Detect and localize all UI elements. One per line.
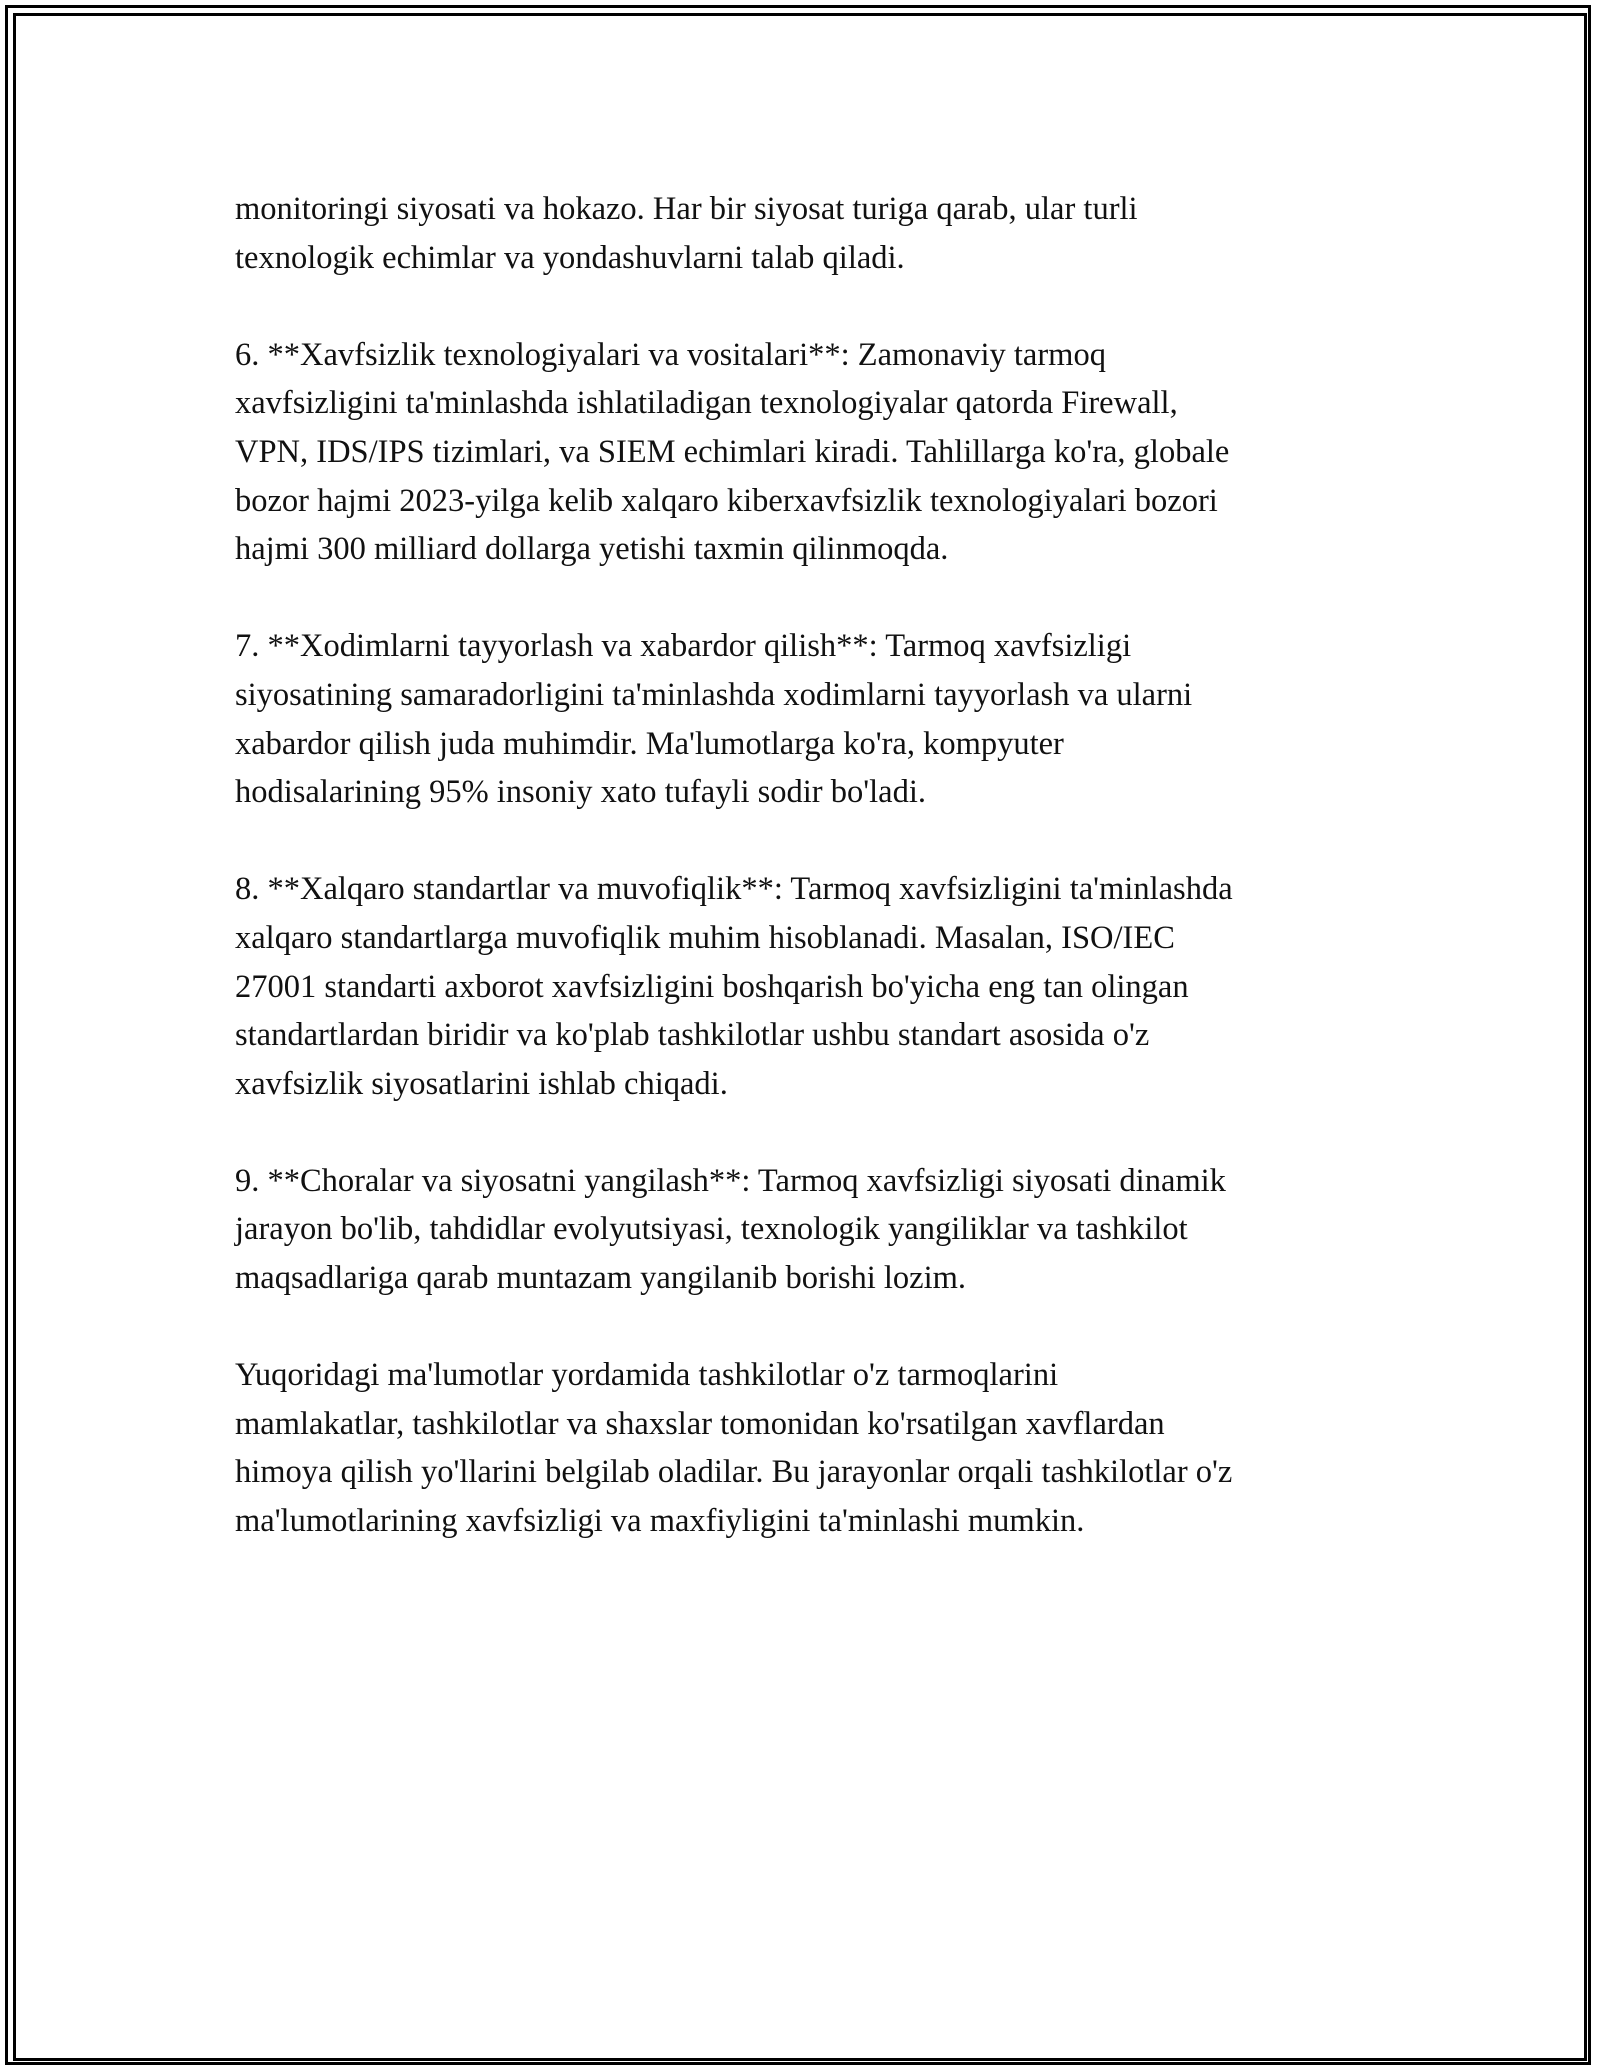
document-body (235, 185, 1375, 1594)
paragraph-item-8: 8. **Xalqaro standartlar va muvofiqlik**: Tarmoq xavfsizligini ta'minlashda xalqaro standartlarga muvofiqlik muhim hisoblanadi. Masalan, ISO/IEC 27001 standarti axborot xavfsizligini boshqarish bo'yicha eng tan olingan standartlardan biridir va ko'plab tashkilotlar ushbu standart asosida o'z xavfsizlik siyosatlarini ishlab chiqadi. (235, 871, 1233, 1102)
paragraph-continuation: monitoringi siyosati va hokazo. Har bir siyosat turiga qarab, ular turli texnologik echimlar va yondashuvlarni talab qiladi. (235, 191, 1138, 276)
paragraph-conclusion: Yuqoridagi ma'lumotlar yordamida tashkilotlar o'z tarmoqlarini mamlakatlar, tashkilotlar va shaxslar tomonidan ko'rsatilgan xavflardan himoya qilish yo'llarini belgilab oladilar. Bu jarayonlar orqali tashkilotlar o'z ma'lumotlarining xavfsizligi va maxfiyligini ta'minlashi mumkin. (235, 1357, 1233, 1540)
paragraph-item-7: 7. **Xodimlarni tayyorlash va xabardor qilish**: Tarmoq xavfsizligi siyosatining samaradorligini ta'minlashda xodimlarni tayyorlash va ularni xabardor qilish juda muhimdir. Ma'lumotlarga ko'ra, kompyuter hodisalarining 95% insoniy xato tufayli sodir bo'ladi. (235, 628, 1193, 811)
paragraph-item-6: 6. **Xavfsizlik texnologiyalari va vositalari**: Zamonaviy tarmoq xavfsizligini ta'minlashda ishlatiladigan texnologiyalar qatorda Firewall, VPN, IDS/IPS tizimlari, va SIEM echimlari kiradi. Tahlillarga ko'ra, globale bozor hajmi 2023-yilga kelib xalqaro kiberxavfsizlik texnologiyalari bozori hajmi 300 milliard dollarga yetishi taxmin qilinmoqda. (235, 336, 1230, 568)
paragraph-item-9: 9. **Choralar va siyosatni yangilash**: Tarmoq xavfsizligi siyosati dinamik jarayon bo'lib, tahdidlar evolyutsiyasi, texnologik yangiliklar va tashkilot maqsadlariga qarab muntazam yangilanib borishi lozim. (235, 1162, 1226, 1297)
